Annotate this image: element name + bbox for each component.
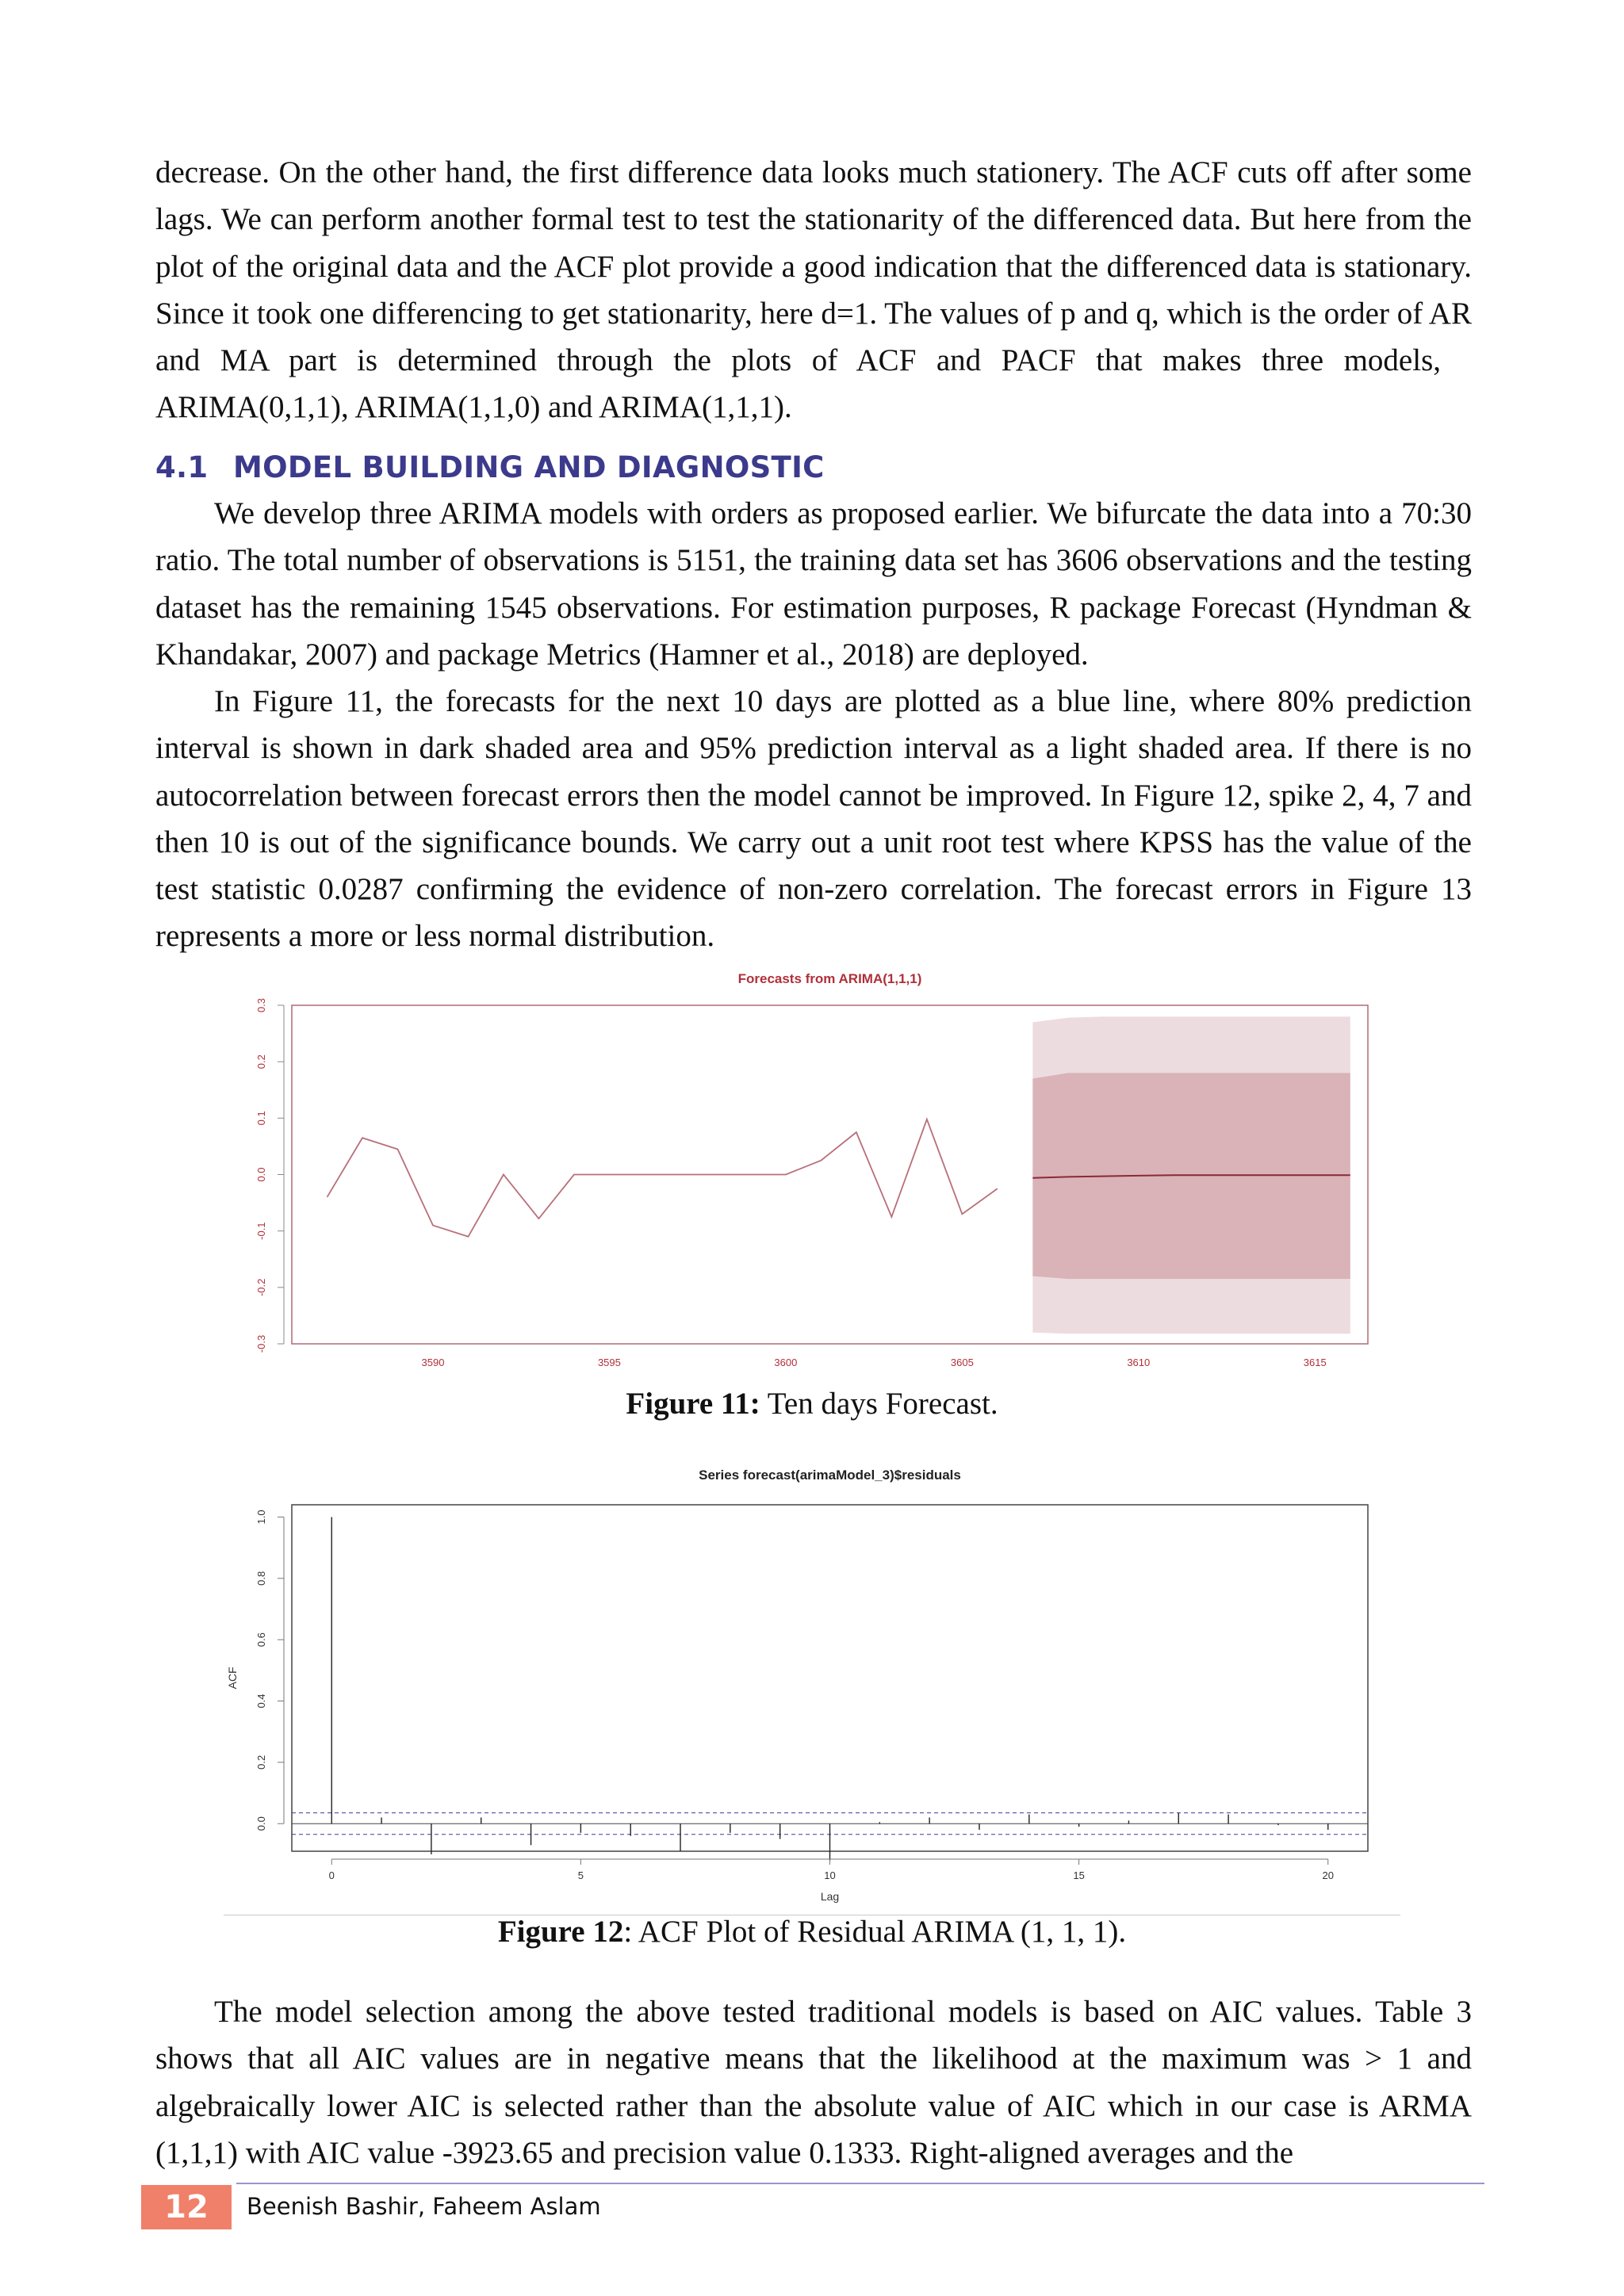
figure-11-text: Ten days Forecast. <box>760 1387 998 1421</box>
y-tick-label: -0.1 <box>255 1222 267 1240</box>
section-title: MODEL BUILDING AND DIAGNOSTIC <box>233 450 825 484</box>
chart-title: Series forecast(arimaModel_3)$residuals <box>699 1468 961 1483</box>
footer-rule <box>236 2183 1484 2184</box>
y-tick-label: 0.0 <box>255 1167 267 1182</box>
y-tick-label: 0.8 <box>255 1571 267 1586</box>
x-axis-label: Lag <box>820 1890 840 1903</box>
y-tick-label: 0.2 <box>255 1054 267 1070</box>
y-tick-label: 0.4 <box>255 1693 267 1709</box>
x-tick-label: 3590 <box>421 1357 445 1368</box>
y-tick-label: 0.3 <box>255 997 267 1013</box>
x-tick-label: 0 <box>328 1869 335 1881</box>
x-tick-label: 3595 <box>597 1357 621 1368</box>
figure-11-caption <box>0 1386 1624 1422</box>
x-tick-label: 15 <box>1073 1869 1085 1881</box>
chart-title: Forecasts from ARIMA(1,1,1) <box>737 971 922 986</box>
section-number: 4.1 <box>155 450 209 484</box>
paragraph-model-selection: The model selection among the above tested traditional models is based on AIC values. Table 3 shows that all AIC values are in negative means that the likelihood at the maximum was > 1 and algebraically lower AIC is selected rather than the absolute value of AIC which in our case is ARMA (1,1,1) with AIC value -3923.65 and precision value 0.1333. Right-aligned averages and the <box>155 1995 1472 2170</box>
paragraph-model-building: We develop three ARIMA models with orders as proposed earlier. We bifurcate the data into a 70:30 ratio. The total number of observations is 5151, the training data set has 3606 observations and the testing dataset has the remaining 1545 observations. For estimation purposes, R package Forecast (Hyndman & Khandakar, 2007) and package Metrics (Hamner et al., 2018) are deployed. <box>155 496 1472 672</box>
y-axis-label: ACF <box>226 1667 239 1689</box>
y-tick-label: 0.2 <box>255 1755 267 1770</box>
section-heading <box>155 450 825 484</box>
y-tick-label: 0.0 <box>255 1816 267 1831</box>
figure-12-text: : ACF Plot of Residual ARIMA (1, 1, 1). <box>623 1915 1127 1949</box>
figure-12-label: Figure 12 <box>497 1915 624 1949</box>
y-tick-label: -0.2 <box>255 1278 267 1297</box>
figure-11-label: Figure 11: <box>626 1387 760 1421</box>
x-tick-label: 3615 <box>1303 1357 1327 1368</box>
y-tick-label: -0.3 <box>255 1334 267 1353</box>
plot-frame <box>292 1505 1368 1851</box>
figure-12-caption <box>0 1914 1624 1950</box>
x-tick-label: 3610 <box>1127 1357 1151 1368</box>
x-tick-label: 5 <box>577 1869 584 1881</box>
paragraph-forecast-discussion: In Figure 11, the forecasts for the next 10 days are plotted as a blue line, where 80% prediction interval is shown in dark shaded area and 95% prediction interval as a light shaded area. If there is no autocorrelation between forecast errors then the model cannot be improved. In Figure 12, spike 2, 4, 7 and then 10 is out of the significance bounds. We carry out a unit root test where KPSS has the value of the test statistic 0.0287 confirming the evidence of non-zero correlation. The forecast errors in Figure 13 represents a more or less normal distribution. <box>155 684 1472 954</box>
footer-authors: Beenish Bashir, Faheem Aslam <box>247 2193 601 2220</box>
x-tick-label: 10 <box>824 1869 836 1881</box>
x-tick-label: 20 <box>1322 1869 1334 1881</box>
page-number: 12 <box>141 2185 232 2229</box>
x-tick-label: 3605 <box>950 1357 974 1368</box>
observed-series-line <box>327 1119 997 1237</box>
acf-chart <box>182 1451 1396 1907</box>
paragraph-intro: decrease. On the other hand, the first difference data looks much stationery. The ACF cuts off after some lags. We can perform another formal test to test the stationarity of the differenced data. But here from the plot of the original data and the ACF plot provide a good indication that the differenced data is stationary. Since it took one differencing to get stationarity, here d=1. The values of p and q, which is the order of AR and MA part is determined through the plots of ACF and PACF that makes three models, ARIMA(0,1,1), ARIMA(1,1,0) and ARIMA(1,1,1). <box>155 155 1472 425</box>
y-tick-label: 0.1 <box>255 1111 267 1126</box>
forecast-chart <box>182 959 1396 1380</box>
x-tick-label: 3600 <box>774 1357 798 1368</box>
y-tick-label: 1.0 <box>255 1510 267 1525</box>
y-tick-label: 0.6 <box>255 1632 267 1647</box>
